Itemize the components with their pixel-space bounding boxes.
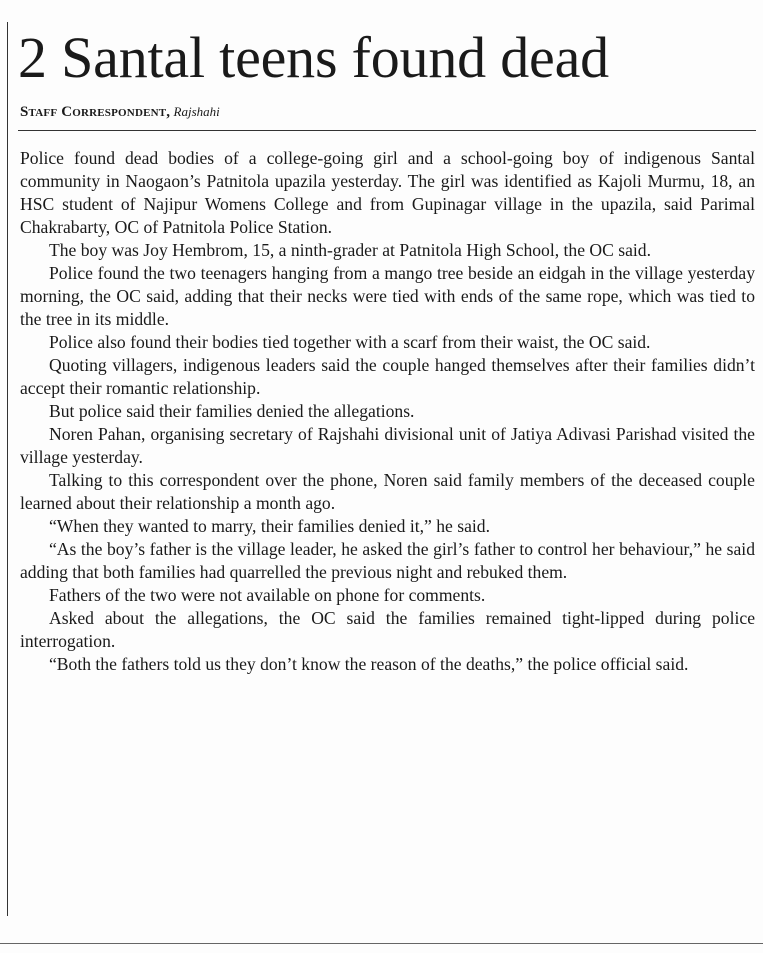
paragraph: “When they wanted to marry, their families denied it,” he said. <box>49 516 490 536</box>
paragraph: Quoting villagers, indigenous leaders said the couple hanged themselves after their families didn’t accept their romantic relationship. <box>20 355 755 398</box>
paragraph: Fathers of the two were not available on phone for comments. <box>49 585 486 605</box>
paragraph: Noren Pahan, organising secretary of Rajshahi divisional unit of Jatiya Adivasi Parishad visited the village yesterday. <box>20 424 755 467</box>
byline-author: Staff Correspondent, <box>20 104 171 120</box>
paragraph: Police found dead bodies of a college-going girl and a school-going boy of indigenous Santal community in Naogaon’s Patnitola upazila yesterday. The girl was identified as Kajoli Murmu, 18, an HSC student of Najipur Womens College and from Gupinagar village in the upazila, said Parimal Chakrabarty, OC of Patnitola Police Station. <box>20 148 755 237</box>
article-body <box>20 147 755 676</box>
paragraph: Police also found their bodies tied together with a scarf from their waist, the OC said. <box>49 332 651 352</box>
byline <box>20 103 220 121</box>
paragraph: Asked about the allegations, the OC said the families remained tight-lipped during police interrogation. <box>20 608 755 651</box>
headline-divider <box>18 130 756 131</box>
bottom-divider <box>0 943 763 944</box>
paragraph: “As the boy’s father is the village leader, he asked the girl’s father to control her behaviour,” he said adding that both families had quarrelled the previous night and rebuked them. <box>20 539 755 582</box>
paragraph: Talking to this correspondent over the phone, Noren said family members of the deceased couple learned about their relationship a month ago. <box>20 470 755 513</box>
paragraph: The boy was Joy Hembrom, 15, a ninth-grader at Patnitola High School, the OC said. <box>49 240 651 260</box>
byline-location: Rajshahi <box>173 104 220 119</box>
paragraph: But police said their families denied the allegations. <box>49 401 415 421</box>
left-column-rule <box>7 22 8 916</box>
paragraph: Police found the two teenagers hanging from a mango tree beside an eidgah in the village yesterday morning, the OC said, adding that their necks were tied with ends of the same rope, which was tied to the tree in its middle. <box>20 263 755 329</box>
paragraph: “Both the fathers told us they don’t know the reason of the deaths,” the police official said. <box>49 654 689 674</box>
headline: 2 Santal teens found dead <box>18 25 609 90</box>
